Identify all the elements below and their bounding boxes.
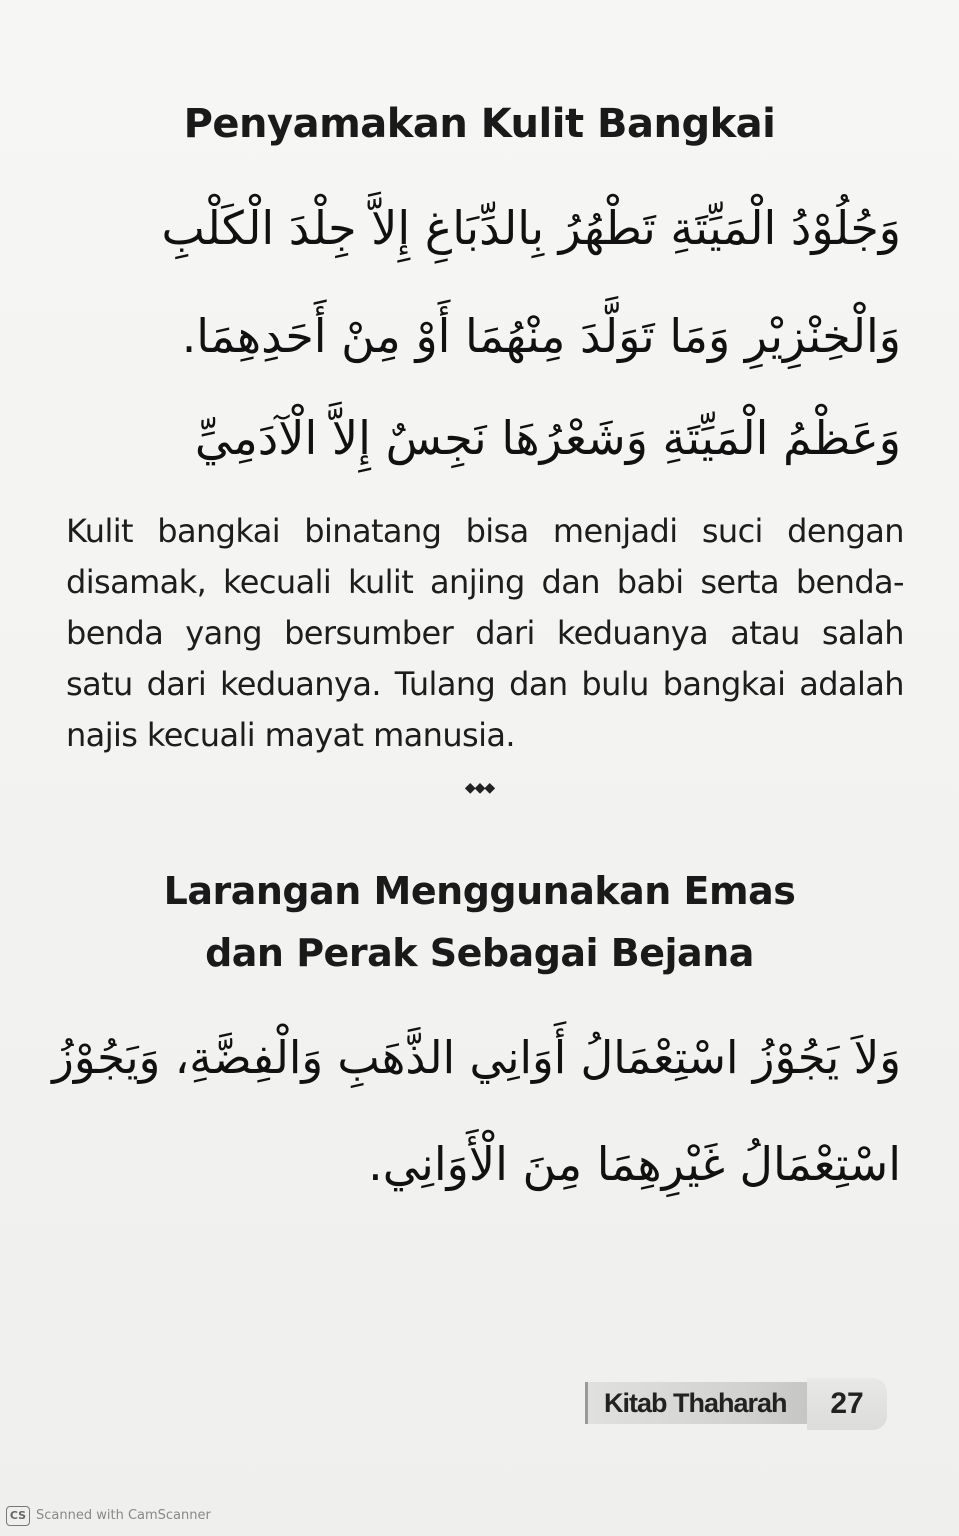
footer-book-title: Kitab Thaharah <box>585 1382 807 1424</box>
arabic-text-line-4: وَلاَ يَجُوْزُ اسْتِعْمَالُ أَوَانِي الذَّهَبِ وَالْفِضَّةِ، وَيَجُوْزُ <box>52 1031 901 1084</box>
translation-paragraph: Kulit bangkai binatang bisa menjadi suci dengan disamak, kecuali kulit anjing dan babi serta benda-benda yang bersumber dari keduanya atau salah satu dari keduanya. Tulang dan bulu bangkai adalah najis kecuali mayat manusia. <box>66 512 904 754</box>
arabic-text-line-3: وَعَظْمُ الْمَيِّتَةِ وَشَعْرُهَا نَجِسٌ إِلاَّ الْآدَمِيِّ <box>194 411 901 465</box>
arabic-text-line-2: وَالْخِنْزِيْرِ وَمَا تَوَلَّدَ مِنْهُمَا أَوْ مِنْ أَحَدِهِمَا. <box>181 309 901 363</box>
arabic-text-line-5: اسْتِعْمَالُ غَيْرِهِمَا مِنَ الْأَوَانِي. <box>368 1137 901 1191</box>
heading-line-2: dan Perak Sebagai Bejana <box>205 931 754 975</box>
section-separator-ornament: ◆◆◆ <box>464 780 495 796</box>
arabic-text-line-1: وَجُلُوْدُ الْمَيِّتَةِ تَطْهُرُ بِالدِّبَاغِ إِلاَّ جِلْدَ الْكَلْبِ <box>161 201 901 255</box>
heading-line-1: Larangan Menggunakan Emas <box>163 869 796 913</box>
section-heading-penyamakan: Penyamakan Kulit Bangkai <box>183 101 776 147</box>
camscanner-logo-icon: CS <box>6 1506 30 1526</box>
footer-page-number: 27 <box>807 1378 887 1430</box>
section-heading-larangan <box>0 860 959 984</box>
scanner-watermark-text: Scanned with CamScanner <box>36 1508 211 1523</box>
